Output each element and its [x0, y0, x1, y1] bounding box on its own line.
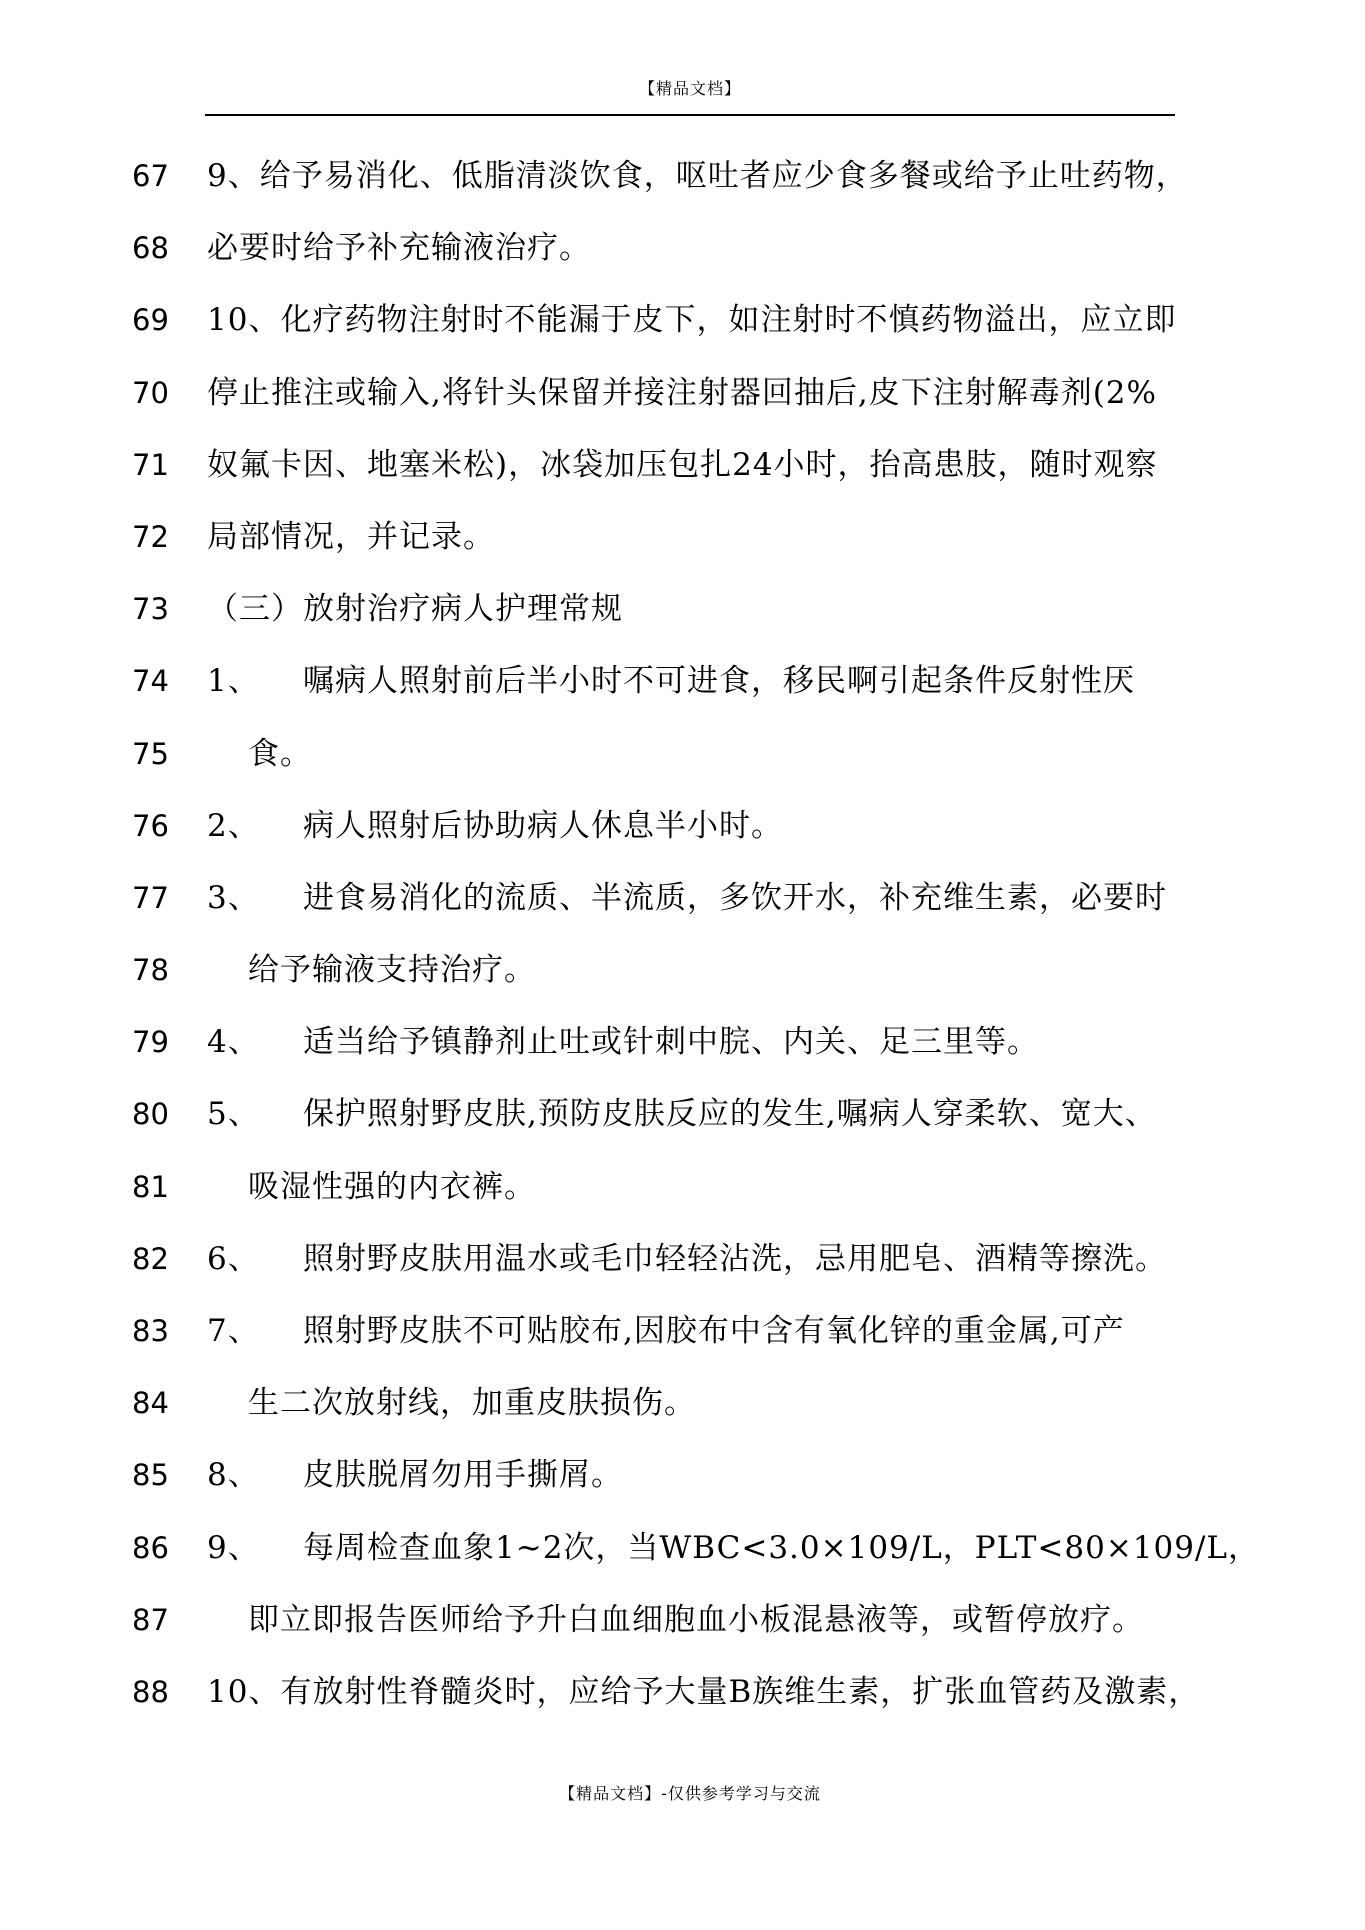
line-text — [207, 439, 1158, 491]
line-text — [207, 222, 591, 274]
line-number: 78 — [132, 953, 169, 988]
line-text — [207, 1016, 1039, 1068]
document-line — [0, 728, 1365, 800]
line-number: 71 — [132, 447, 169, 482]
document-line — [0, 294, 1365, 366]
line-text — [207, 367, 1157, 419]
document-line — [0, 944, 1365, 1016]
line-text — [207, 800, 783, 852]
line-text — [207, 655, 1135, 707]
line-content: 进食易消化的流质、半流质，多饮开水，补充维生素，必要时 — [303, 879, 1167, 916]
line-content: 局部情况，并记录。 — [207, 518, 495, 555]
document-line — [0, 1088, 1365, 1160]
line-text — [207, 150, 1188, 202]
document-line — [0, 655, 1365, 727]
line-content: 照射野皮肤不可贴胶布,因胶布中含有氧化锌的重金属,可产 — [303, 1313, 1125, 1349]
line-number: 75 — [132, 736, 169, 771]
line-text — [207, 872, 1167, 924]
line-text — [248, 1377, 696, 1429]
line-text — [248, 728, 312, 780]
line-number: 80 — [132, 1097, 169, 1132]
line-content: 10、有放射性脊髓炎时，应给予大量B族维生素，扩张血管药及激素， — [207, 1673, 1201, 1710]
line-content: 9、给予易消化、低脂清淡饮食，呕吐者应少食多餐或给予止吐药物， — [207, 158, 1188, 194]
line-text — [207, 1233, 1167, 1285]
list-marker: 9、 — [207, 1529, 260, 1566]
list-marker: 2、 — [207, 807, 260, 844]
line-content: 食。 — [248, 735, 312, 772]
line-content: 病人照射后协助病人休息半小时。 — [303, 807, 783, 844]
document-body — [0, 150, 1365, 1738]
line-content: 嘱病人照射前后半小时不可进食，移民啊引起条件反射性厌 — [303, 663, 1135, 700]
line-content: 适当给予镇静剂止吐或针刺中脘、内关、足三里等。 — [303, 1024, 1039, 1061]
document-line — [0, 511, 1365, 583]
page-footer: 【精品文档】-仅供参考学习与交流 — [559, 1784, 821, 1803]
document-line — [0, 1522, 1365, 1594]
line-content: 给予输液支持治疗。 — [248, 952, 536, 989]
line-text — [207, 1449, 623, 1501]
line-number: 81 — [132, 1169, 169, 1204]
document-line — [0, 150, 1365, 222]
document-line — [0, 222, 1365, 294]
line-text — [248, 944, 536, 996]
document-line — [0, 1449, 1365, 1521]
page-header: 【精品文档】 — [638, 79, 741, 98]
line-number: 88 — [132, 1674, 169, 1709]
line-text — [248, 1594, 1144, 1646]
line-text — [207, 583, 623, 635]
line-content: 每周检查血象1~2次，当WBC<3.0×109/L，PLT<80×109/L， — [303, 1529, 1260, 1566]
document-line — [0, 1161, 1365, 1233]
line-number: 70 — [132, 375, 169, 410]
line-text — [207, 294, 1176, 346]
line-text — [207, 511, 495, 563]
line-content: 吸湿性强的内衣裤。 — [248, 1168, 536, 1205]
document-line — [0, 583, 1365, 655]
list-marker: 7、 — [207, 1313, 260, 1349]
list-marker: 6、 — [207, 1240, 260, 1277]
line-content: 10、化疗药物注射时不能漏于皮下，如注射时不慎药物溢出，应立即 — [207, 302, 1177, 339]
list-marker: 5、 — [207, 1096, 260, 1133]
document-line — [0, 1666, 1365, 1738]
line-content: （三）放射治疗病人护理常规 — [207, 591, 623, 628]
line-number: 79 — [132, 1025, 169, 1060]
document-line — [0, 1016, 1365, 1088]
line-number: 67 — [132, 159, 169, 193]
line-content: 生二次放射线，加重皮肤损伤。 — [248, 1385, 696, 1422]
line-number: 84 — [132, 1386, 169, 1421]
document-line — [0, 872, 1365, 944]
document-line — [0, 439, 1365, 511]
document-line — [0, 800, 1365, 872]
line-text — [207, 1088, 1157, 1140]
line-content: 停止推注或输入,将针头保留并接注射器回抽后,皮下注射解毒剂(2% — [207, 374, 1157, 411]
line-number: 85 — [132, 1458, 169, 1493]
line-number: 69 — [132, 303, 169, 338]
line-text — [248, 1161, 536, 1213]
document-line — [0, 1377, 1365, 1449]
line-number: 76 — [132, 808, 169, 843]
document-line — [0, 367, 1365, 439]
line-number: 83 — [132, 1314, 169, 1348]
line-number: 68 — [132, 231, 169, 266]
line-content: 照射野皮肤用温水或毛巾轻轻沾洗，忌用肥皂、酒精等擦洗。 — [303, 1240, 1167, 1277]
line-text — [207, 1666, 1200, 1718]
line-content: 必要时给予补充输液治疗。 — [207, 230, 591, 267]
document-line — [0, 1594, 1365, 1666]
line-number: 86 — [132, 1530, 169, 1565]
document-line — [0, 1233, 1365, 1305]
line-number: 87 — [132, 1602, 169, 1637]
line-content: 皮肤脱屑勿用手撕屑。 — [303, 1457, 623, 1494]
line-number: 72 — [132, 519, 169, 554]
document-line — [0, 1305, 1365, 1377]
line-number: 82 — [132, 1241, 169, 1276]
list-marker: 1、 — [207, 663, 260, 700]
line-content: 即立即报告医师给予升白血细胞血小板混悬液等，或暂停放疗。 — [248, 1601, 1144, 1638]
line-number: 73 — [132, 592, 169, 627]
list-marker: 4、 — [207, 1024, 260, 1061]
header-divider — [205, 114, 1175, 116]
list-marker: 8、 — [207, 1457, 260, 1494]
line-number: 74 — [132, 664, 169, 699]
line-text — [207, 1522, 1260, 1574]
line-number: 77 — [132, 880, 169, 915]
line-content: 奴氟卡因、地塞米松)，冰袋加压包扎24小时，抬高患肢，随时观察 — [207, 446, 1158, 483]
list-marker: 3、 — [207, 879, 260, 916]
line-text — [207, 1305, 1125, 1357]
line-content: 保护照射野皮肤,预防皮肤反应的发生,嘱病人穿柔软、宽大、 — [303, 1096, 1157, 1133]
